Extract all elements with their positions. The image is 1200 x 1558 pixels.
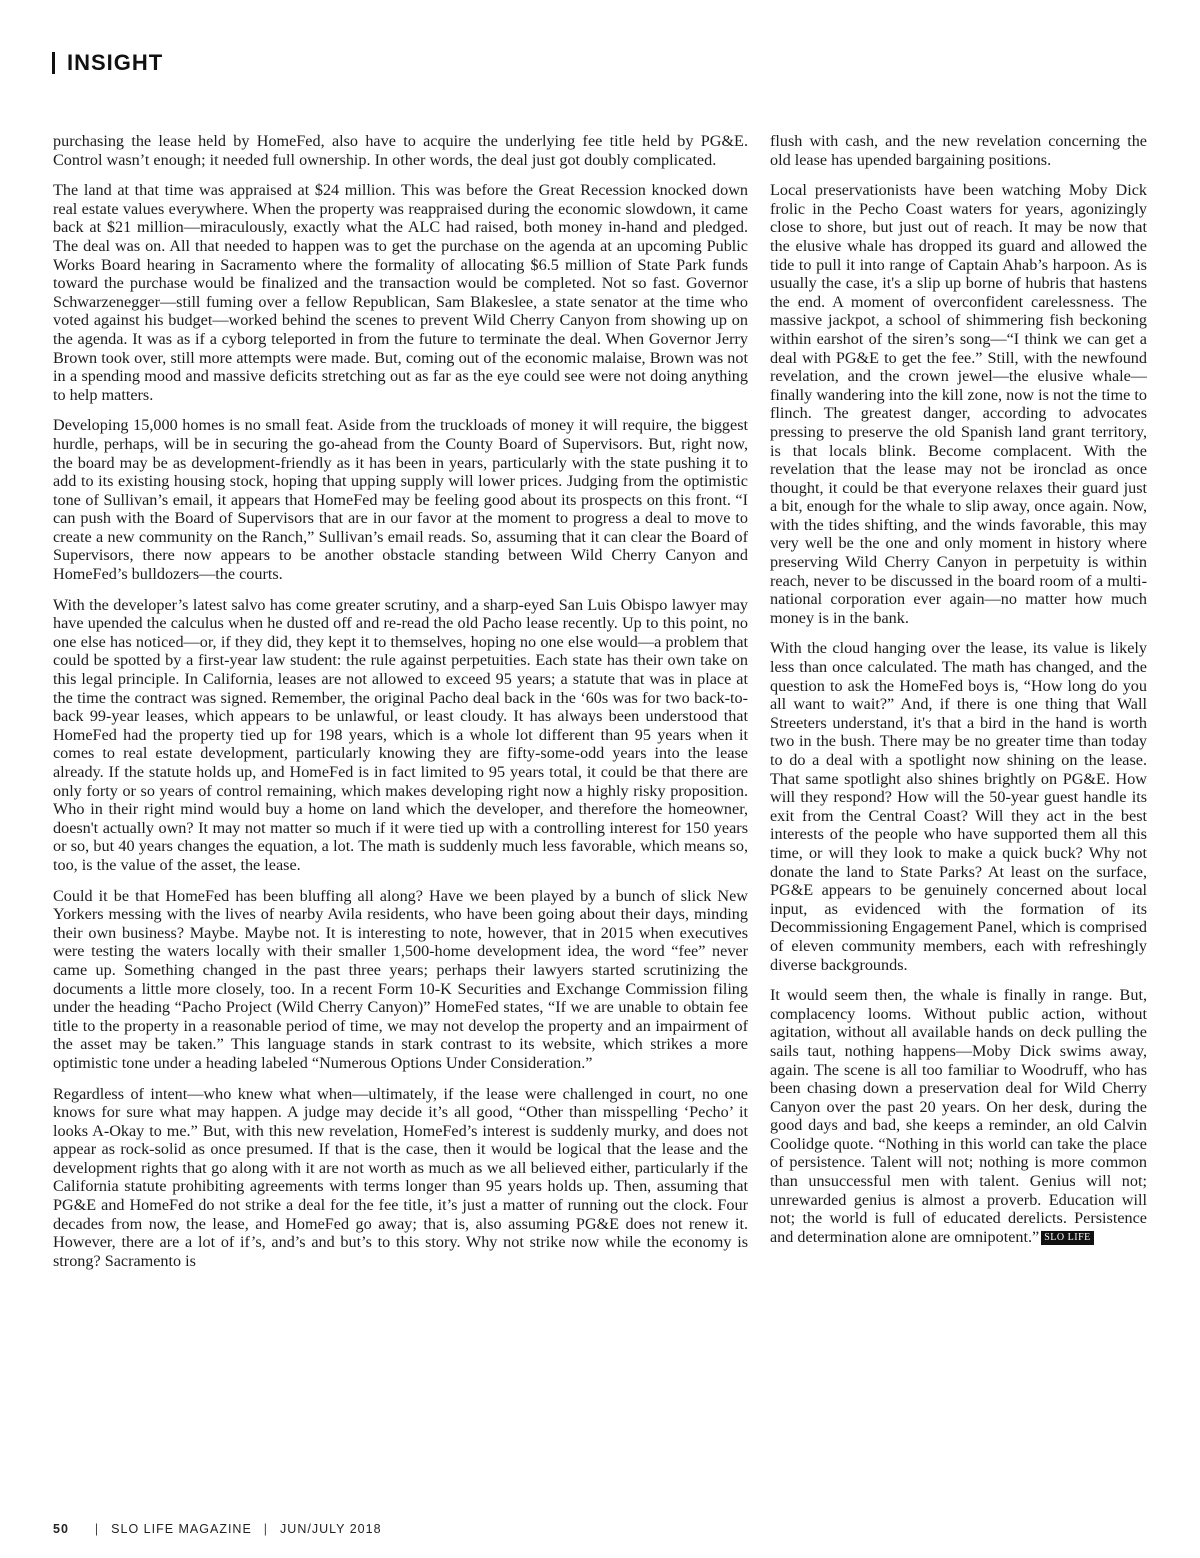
section-header-bar (52, 52, 55, 74)
section-title: INSIGHT (67, 50, 164, 75)
paragraph: Could it be that HomeFed has been bluffing all along? Have we been played by a bunch of slick New Yorkers messing with the lives of nearby Avila residents, who have been going about their days, minding their own business? Maybe. Maybe not. It is interesting to note, however, that in 2015 when executives were testing the waters locally with their smaller 1,500-home development idea, the word “fee” never came up. Something changed in the past three years; perhaps their lawyers started scrutinizing the documents a little more closely, too. In a recent Form 10-K Securities and Exchange Commission filing under the heading “Pacho Project (Wild Cherry Canyon)” HomeFed states, “If we are unable to obtain fee title to the property in a reasonable period of time, we may not develop the property and an impairment of the asset may be taken.” This language stands in stark contrast to its website, which strikes a more optimistic tone under a heading labeled “Numerous Options Under Consideration.” (53, 886, 748, 1072)
paragraph: With the cloud hanging over the lease, its value is likely less than once calculated. The math has changed, and the question to ask the HomeFed boys is, “How long do you all want to wait?” And, if there is one thing that Wall Streeters understand, it's that a bird in the hand is worth two in the bush. There may be no greater time than today to do a deal with a spotlight now shining on the lease. That same spotlight also shines brightly on PG&E. How will they respond? How will the 50-year guest handle its exit from the Central Coast? Will they act in the best interests of the people who have supported them all this time, or will they look to make a quick buck? Why not donate the land to State Parks? At least on the surface, PG&E appears to be genuinely concerned about local input, as evidenced with the formation of its Decommissioning Engagement Panel, which is comprised of eleven community members, each with refreshingly diverse backgrounds. (770, 639, 1147, 974)
page-footer (53, 1522, 382, 1536)
footer-separator: | (263, 1522, 269, 1536)
section-header (52, 50, 163, 76)
magazine-name: SLO LIFE MAGAZINE (111, 1522, 252, 1536)
paragraph: purchasing the lease held by HomeFed, also have to acquire the underlying fee title held by PG&E. Control wasn’t enough; it needed full ownership. In other words, the deal just got doubly complicated. (53, 132, 748, 169)
paragraph: Regardless of intent—who knew what when—ultimately, if the lease were challenged in court, no one knows for sure what may happen. A judge may decide it’s all good, “Other than misspelling ‘Pecho’ it looks A-Okay to me.” But, with this new revelation, HomeFed’s interest is suddenly murky, and does not appear as rock-solid as once presumed. If that is the case, then it would be logical that the lease and the development rights that go along with it are not worth as much as we all believed either, particularly if the California statute prohibiting agreements with terms longer than 95 years holds up. Then, assuming that PG&E and HomeFed do not strike a deal for the fee title, it’s just a matter of running out the clock. Four decades from now, the lease, and HomeFed go away; that is, also assuming PG&E does not renew it. However, there are a lot of if’s, and’s and but’s to this story. Why not strike now while the economy is strong? Sacramento is (53, 1084, 748, 1270)
final-paragraph-text: It would seem then, the whale is finally in range. But, complacency looms. Without public action, without agitation, without all available hands on deck pulling the sails taut, nothing happens—Moby Dick swims away, again. The scene is all too familiar to Woodruff, who has been chasing down a preservation deal for Wild Cherry Canyon over the past 20 years. On her desk, during the good days and bad, she keeps a reminder, an old Calvin Coolidge quote. “Nothing in this world can take the place of persistence. Talent will not; nothing is more common than unsuccessful men with talent. Genius will not; unrewarded genius is almost a proverb. Education will not; the world is full of educated derelicts. Persistence and determination alone are omnipotent.” (770, 986, 1147, 1246)
footer-separator: | (94, 1522, 100, 1536)
paragraph: flush with cash, and the new revelation concerning the old lease has upended bargaining positions. (770, 132, 1147, 169)
paragraph: With the developer’s latest salvo has come greater scrutiny, and a sharp-eyed San Luis Obispo lawyer may have upended the calculus when he dusted off and re-read the old Pacho lease recently. Up to this point, no one else has noticed—or, if they did, they kept it to themselves, hoping no one else would—a problem that could be spotted by a first-year law student: the rule against perpetuities. Each state has their own take on this legal principle. In California, leases are not allowed to exceed 95 years; a statute that was in place at the time the contract was signed. Remember, the original Pacho deal back in the ‘60s was for two back-to-back 99-year leases, which appears to be unlawful, or least cloudy. It has always been understood that HomeFed had the property tied up for 198 years, which is a whole lot different than 95 years when it comes to real estate development, particularly knowing they are fifty-some-odd years into the lease already. If the statute holds up, and HomeFed is in fact limited to 95 years total, it could be that there are only forty or so years of control remaining, which makes developing right now a highly risky proposition. Who in their right mind would buy a home on land which the developer, and therefore the homeowner, doesn't actually own? It may not matter so much if it were tied up with a controlling interest for 150 years or so, but 40 years changes the equation, a lot. The math is suddenly much less favorable, which means so, too, is the value of the asset, the lease. (53, 595, 748, 874)
paragraph: Local preservationists have been watching Moby Dick frolic in the Pecho Coast waters for years, agonizingly close to shore, but just out of reach. It may be now that the elusive whale has dropped its guard and allowed the tide to pull it into range of Captain Ahab’s harpoon. As is usually the case, it's a slip up borne of hubris that hastens the end. A moment of overconfident carelessness. The massive jackpot, a school of shimmering fish beckoning within earshot of the siren’s song—“I think we can get a deal with PG&E to get the fee.” Still, with the newfound revelation, and the crown jewel—the elusive whale—finally wandering into the kill zone, now is not the time to flinch. The greatest danger, according to advocates pressing to preserve the old Spanish land grant territory, is that locals blink. Become complacent. With the revelation that the lease may not be ironclad as once thought, it could be that everyone relaxes their guard just a bit, enough for the whale to slip away, once again. Now, with the tides shifting, and the winds favorable, this may very well be the one and only moment in history where preserving Wild Cherry Canyon in perpetuity is within reach, never to be discussed in the board room of a multi-national corporation ever again—no matter how much money is in the bank. (770, 181, 1147, 627)
page-number: 50 (53, 1522, 69, 1536)
end-mark-logo: SLO LIFE (1041, 1231, 1094, 1245)
right-column (770, 132, 1147, 1258)
paragraph: Developing 15,000 homes is no small feat. Aside from the truckloads of money it will require, the biggest hurdle, perhaps, will be in securing the go-ahead from the County Board of Supervisors. But, right now, the board may be as development-friendly as it has been in years, particularly with the state pushing it to add to its existing housing stock, hoping that upping supply will lower prices. Judging from the optimistic tone of Sullivan’s email, it appears that HomeFed may be feeling good about its prospects on this front. “I can push with the Board of Supervisors that are in our favor at the moment to progress a deal to move to create a new community on the Ranch,” Sullivan’s email reads. So, assuming that it can clear the Board of Supervisors, there now appears to be another obstacle standing between Wild Cherry Canyon and HomeFed’s bulldozers—the courts. (53, 416, 748, 584)
issue-date: JUN/JULY 2018 (280, 1522, 382, 1536)
paragraph: The land at that time was appraised at $24 million. This was before the Great Recession knocked down real estate values everywhere. When the property was reappraised during the economic slowdown, it came back at $21 million—miraculously, exactly what the ALC had raised, both money in-hand and pledged. The deal was on. All that needed to happen was to get the purchase on the agenda at an upcoming Public Works Board hearing in Sacramento where the formality of allocating $6.5 million of State Park funds toward the purchase would be finalized and the transaction would be completed. Not so fast. Governor Schwarzenegger—still fuming over a fellow Republican, Sam Blakeslee, a state senator at the time who voted against his budget—worked behind the scenes to prevent Wild Cherry Canyon from showing up on the agenda. It was as if a cyborg teleported in from the future to terminate the deal. When Governor Jerry Brown took over, still more attempts were made. But, coming out of the economic malaise, Brown was not in a spending mood and massive deficits stretching out as far as the eye could see were not doing anything to help matters. (53, 181, 748, 404)
final-paragraph (770, 986, 1147, 1246)
left-column (53, 132, 748, 1282)
